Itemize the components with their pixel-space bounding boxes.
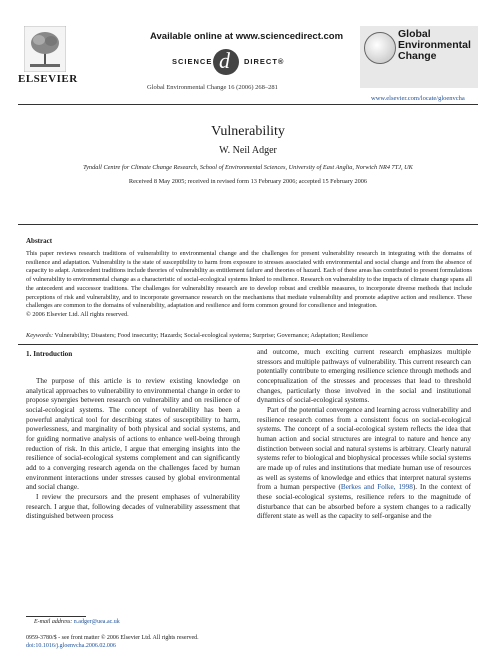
keywords: Keywords: Vulnerability; Disasters; Food insecurity; Hazards; Social-ecological systems; Surprise; Governance; Adaptation; Resilience	[26, 332, 368, 339]
sciencedirect-logo-right: DIRECT®	[244, 57, 285, 66]
abstract-heading: Abstract	[26, 237, 53, 245]
abstract-bottom-rule	[18, 344, 478, 345]
sciencedirect-logo-d: d	[219, 48, 230, 73]
elsevier-tree-logo	[24, 26, 66, 72]
section-heading-introduction: 1. Introduction	[26, 350, 73, 358]
doi-link[interactable]: doi:10.1016/j.gloenvcha.2006.02.006	[26, 643, 116, 649]
right-paragraph-2: Part of the potential convergence and learning across vulnerability and resilience research comes from a consistent focus on social-ecological systems. The concept of a social-ecological system reflects the idea that human action and social structures are integral to nature and hence any distinction between social and natural systems is arbitrary. Clearly natural systems refer to biological and biophysical processes while social systems are made up of rules and institutions that mediate human use of resources as well as systems of knowledge and ethics that interpret natural systems from a human perspective (Berkes and Folke, 1998). In the context of these social-ecological systems, resilience refers to the magnitude of disturbance that can be absorbed before a system changes to a radically different state as well as the capacity to self-organise and the	[257, 405, 472, 521]
email-link[interactable]: n.adger@uea.ac.uk	[73, 619, 120, 625]
left-column	[26, 377, 240, 522]
article-title: Vulnerability	[211, 124, 285, 139]
abstract-top-rule	[18, 224, 478, 225]
citation-link-berkes-folke[interactable]: Berkes and Folke, 1998	[340, 483, 413, 492]
journal-url-link[interactable]: www.elsevier.com/locate/gloenvcha	[371, 95, 465, 102]
right-paragraph-1: and outcome, much exciting current research emphasizes multiple stressors and multiple pathways of vulnerability. This current research can potentially contribute to emerging resilience science through methods and conceptualization of the stresses and processes that lead to threshold changes, particularly those involved in the social and institutional dynamics of social-ecological systems.	[257, 348, 471, 405]
sciencedirect-logo-left: SCIENCE	[172, 57, 213, 66]
globe-icon	[364, 32, 396, 64]
received-dates: Received 8 May 2005; received in revised form 13 February 2006; accepted 15 February 2006	[128, 178, 368, 185]
issn-doi: 0959-3780/$ - see front matter © 2006 Elsevier Ltd. All rights reserved. doi:10.1016/j.gloenvcha.2006.02.006	[26, 635, 199, 649]
publisher-name: ELSEVIER	[18, 73, 78, 85]
left-paragraph-2: I review the precursors and the present emphases of vulnerability research. I argue that, following decades of vulnerability assessment that distinguished between process	[26, 492, 240, 521]
right-column	[257, 348, 471, 522]
journal-title: Global Environmental Change	[398, 28, 471, 62]
left-paragraph-1: The purpose of this article is to review existing knowledge on analytical approaches to vulnerability to environmental change in order to propose synergies between research on vulnerability and on resilience of social-ecological systems. The concept of vulnerability has been a powerful analytical tool for describing states of susceptibility to harm, powerlessness, and marginality of both physical and social systems, and for guiding normative analysis of actions to enhance well-being through reduction of risk. In this article, I argue that emerging insights into the resilience of social-ecological systems complement and can significantly add to a converging research agenda on the challenges faced by human environment interactions under stresses caused by global environmental and social change.	[26, 377, 240, 492]
abstract-body: This paper reviews research traditions of vulnerability to environmental change and the challenges for present vulnerability research in integrating with the domains of resilience and adaptation. Vulnerability is the state of susceptibility to harm from exposure to stresses associated with environmental and social change and from the absence of capacity to adapt. Antecedent traditions include theories of vulnerability as entitlement failure and theories of hazard. Each of these areas has contributed to present formulations of vulnerability to environmental change as a characteristic of social-ecological systems linked to resilience. Research on vulnerability to the impacts of climate change spans all the antecedent and successor traditions. The challenges for vulnerability research are to develop robust and credible measures, to incorporate diverse methods that include perceptions of risk and vulnerability, and to incorporate governance research on the mechanisms that mediate vulnerability and promote adaptive action and resilience. These challenges are common to the domains of vulnerability, adaptation and resilience and form common ground for consilience and integration. © 2006 Elsevier Ltd. All rights reserved.	[26, 250, 472, 318]
abstract-copyright: © 2006 Elsevier Ltd. All rights reserved.	[26, 310, 129, 318]
available-online-text[interactable]: Available online at www.sciencedirect.com	[150, 31, 344, 42]
author-email: E-mail address: n.adger@uea.ac.uk	[34, 619, 120, 625]
header-rule	[18, 104, 478, 105]
article-author: W. Neil Adger	[219, 145, 277, 156]
author-affiliation: Tyndall Centre for Climate Change Research, School of Environmental Sciences, University of East Anglia, Norwich NR4 7TJ, UK	[83, 164, 413, 171]
footnote-rule	[26, 616, 86, 617]
journal-citation: Global Environmental Change 16 (2006) 268–281	[147, 84, 278, 91]
